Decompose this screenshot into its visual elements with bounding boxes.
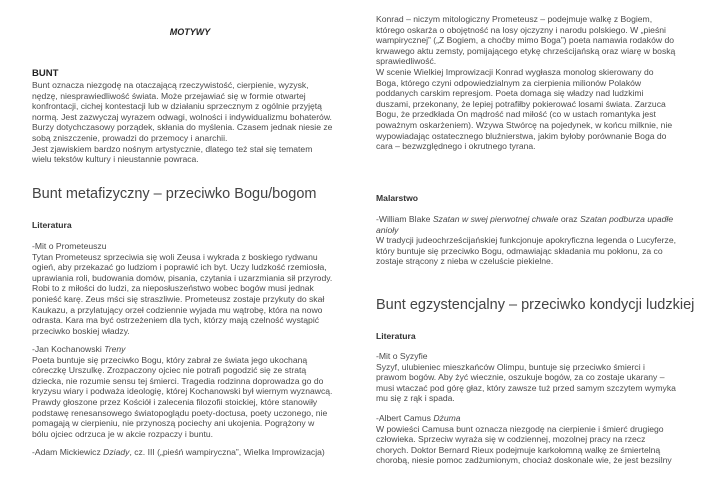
text-line: uprawiania roli, budowania domów, pisania, czytania i uzarzmiania sił przyrody. (32, 272, 333, 283)
bunt-definition (32, 80, 348, 165)
text-line: Prawdy głoszone przez Kościół i zalecenia filozofii stoickiej, które stanowiły (32, 396, 318, 407)
bunt-heading: BUNT (32, 68, 59, 79)
text-line: wielu tekstów kultury i nieustannie powraca. (32, 154, 199, 165)
text-line: Poeta buntuje się przeciwko Bogu, który zabrał ze świata jego ukochaną (32, 354, 308, 365)
konrad-entry (376, 14, 706, 152)
section-title-existential: Bunt egzystencjalny – przeciwko kondycji ludzkiej (376, 297, 695, 313)
entry-heading (376, 413, 706, 424)
text-line: bólu ojciec odrzuca je w akcie rozpaczy i buntu. (32, 428, 214, 439)
text-line: który buntuje się przeciwko Bogu, odmawiając składania mu pokłonu, za co (376, 245, 663, 256)
text-line: W powieści Camusa bunt oznacza niezgodę na cierpienie i śmierć drugiego (376, 423, 664, 434)
entry-heading: -Mit o Syzyfie (376, 351, 428, 361)
text-line: sprawiedliwość. (376, 56, 437, 67)
entry-heading (32, 447, 348, 458)
text-line: Konrad – niczym mitologiczny Prometeusz – podejmuje walkę z Bogiem, (376, 14, 653, 24)
text-line: Robi to z miłości do ludzi, za nieposłuszeństwo wobec bogów musi jednak (32, 283, 314, 294)
text-line: mu się z rąk i spada. (376, 393, 455, 404)
text-line: sobą zniszczenie, prowadzi do przemocy i anarchii. (32, 132, 228, 143)
work-detail: , cz. III („pieśń wampiryczna”, Wielka Improwizacja) (129, 447, 325, 457)
author: -Jan Kochanowski (32, 344, 105, 354)
text-line: pomagają w cierpieniu, nie przynoszą pociechy ani ukojenia. Pogrążony w (32, 418, 315, 429)
text-line: ogień, aby przekazać go ludziom i poprawić ich byt. Uczy ludzkość rzemiosła, (32, 262, 327, 273)
text-line: duszami, przekonany, że lepiej potrafiłby pokierować losami świata. Zarzuca (376, 98, 666, 109)
blake-entry (376, 214, 706, 267)
text-line: Tytan Prometeusz sprzeciwia się woli Zeusa i wykrada z boskiego rydwanu (32, 251, 318, 262)
syzyf-entry (376, 351, 706, 404)
text-line: prawom bogów. Aby żyć wiecznie, oszukuje bogów, za co zostaje ukarany – (376, 372, 665, 383)
author: -William Blake (376, 214, 433, 224)
prometeusz-entry (32, 241, 348, 336)
text-line: Boga, którego czyni odpowiedzialnym za cierpienia milionów Polaków (376, 77, 642, 88)
text-line: dziecka, nie rozumie sensu tej śmierci. Tragedia rodzinna doprowadza go do (32, 375, 324, 386)
motywy-heading: MOTYWY (169, 27, 211, 37)
text-line: W tradycji judeochrześcijańskiej funkcjonuje apokryficzna legenda o Lucyferze, (376, 235, 676, 246)
work-title: Szatan podburza upadłe (579, 214, 674, 224)
camus-entry (376, 413, 706, 466)
malarstwo-label: Malarstwo (376, 193, 419, 203)
literatura-label: Literatura (376, 331, 416, 341)
dziady-entry (32, 447, 348, 458)
text-line: poważnym oskarżeniem). Wzywa Stwórcę na pojedynek, w końcu milknie, nie (376, 119, 673, 130)
conjunction: oraz (558, 214, 580, 224)
text-line: wypowiadając ostatecznego bluźnierstwa, jakim byłoby porównanie Boga do (376, 130, 667, 141)
entry-heading (376, 214, 706, 225)
text-line: poddanych carskim represjom. Poeta domaga się władzy nad ludzkimi (376, 88, 644, 99)
work-title: Dżuma (433, 413, 461, 423)
literatura-label: Literatura (32, 220, 72, 230)
text-line: Bogu, że przedkłada On mądrość nad miłość (co w ustach romantyka jest (376, 109, 656, 120)
text-line: córeczkę Urszulkę. Zrozpaczony ojciec nie potrafi pogodzić się ze stratą (32, 365, 307, 376)
text-line: ponieść karę. Zeus mści się straszliwie. Prometeusz zostaje przykuty do skał (32, 293, 325, 304)
entry-heading: -Mit o Prometeuszu (32, 241, 107, 251)
text-line: Syzyf, ulubieniec mieszkańców Olimpu, buntuje się przeciwko śmierci i (376, 361, 645, 372)
text-line: zostaje strącony z nieba w czeluście piekielne. (376, 256, 554, 267)
author: -Adam Mickiewicz (32, 447, 104, 457)
entry-heading (32, 344, 348, 355)
entry-heading-cont (376, 225, 706, 236)
text-line: podstawę renesansowego światopoglądu poety-doctusa, poety uczonego, nie (32, 407, 328, 418)
text-line: Kaukazu, a przylatujący orzeł codziennie wyjada mu wątrobę, która na nowo (32, 304, 323, 315)
text-line: którego oskarża o obojętność na losy ojczyzny i narodu polskiego. W „pieśni (376, 24, 666, 35)
text-line: Bunt oznacza niezgodę na otaczającą rzeczywistość, cierpienie, wyzysk, (32, 80, 309, 90)
work-title: Szatan w swej pierwotnej chwale (432, 214, 559, 224)
text-line: musi wtaczać pod górę głaz, który zawsze tuż przed samym szczytem wymyka (376, 382, 676, 393)
text-line: krwawego aktu zemsty, pomijającego etykę chrześcijańską oraz wiarę w boską (376, 45, 676, 56)
work-title: Treny (104, 344, 126, 354)
work-title: anioły (376, 224, 399, 235)
text-line: człowieka. Sprzeciw wyraża się w codziennej, mozolnej pracy na rzecz (376, 434, 646, 445)
text-line: konfrontacji, cichej kontestacji lub w działaniu sprzecznym z ogólnie przyjętą (32, 101, 322, 112)
text-line: normą. Jest zazwyczaj wyrazem odwagi, wolności i indywidualizmu bohaterów. (32, 111, 332, 122)
treny-entry (32, 344, 348, 439)
work-title: Dziady (103, 447, 130, 457)
author: -Albert Camus (376, 413, 434, 423)
text-line: W scenie Wielkiej Improwizacji Konrad wygłasza monolog skierowany do (376, 66, 654, 77)
text-line: chorych. Doktor Bernard Rieux podejmuje karkołomną walkę ze śmiertelną (376, 444, 661, 455)
text-line: Burzy dotychczasowy porządek, skłania do myślenia. Czasem jednak niesie ze (32, 122, 333, 133)
text-line: przeciwko boskiej władzy. (32, 325, 130, 336)
text-line: nędzę, niesprawiedliwość świata. Może przejawiać się w formie otwartej (32, 90, 306, 101)
text-line: Jest zjawiskiem bardzo nośnym artystycznie, dlatego też stał się tematem (32, 143, 313, 154)
section-title-metaphysical: Bunt metafizyczny – przeciwko Bogu/bogom (32, 186, 317, 202)
text-line: cara – bezwzględnego i okrutnego tyrana. (376, 141, 536, 152)
text-line: kryzysu wiary i podważa ideologię, której Kochanowski był wiernym wyznawcą. (32, 386, 333, 397)
text-line: chorobą, niesie pomoc zadżumionym, chociaż doskonale wie, że jest bezsilny (376, 455, 672, 466)
text-line: odrasta. Kara ma być ostrzeżeniem dla tych, którzy mają czelność wystąpić (32, 315, 320, 326)
text-line: wampirycznej” („Z Bogiem, a choćby mimo Boga”) poeta namawia rodaków do (376, 35, 675, 46)
